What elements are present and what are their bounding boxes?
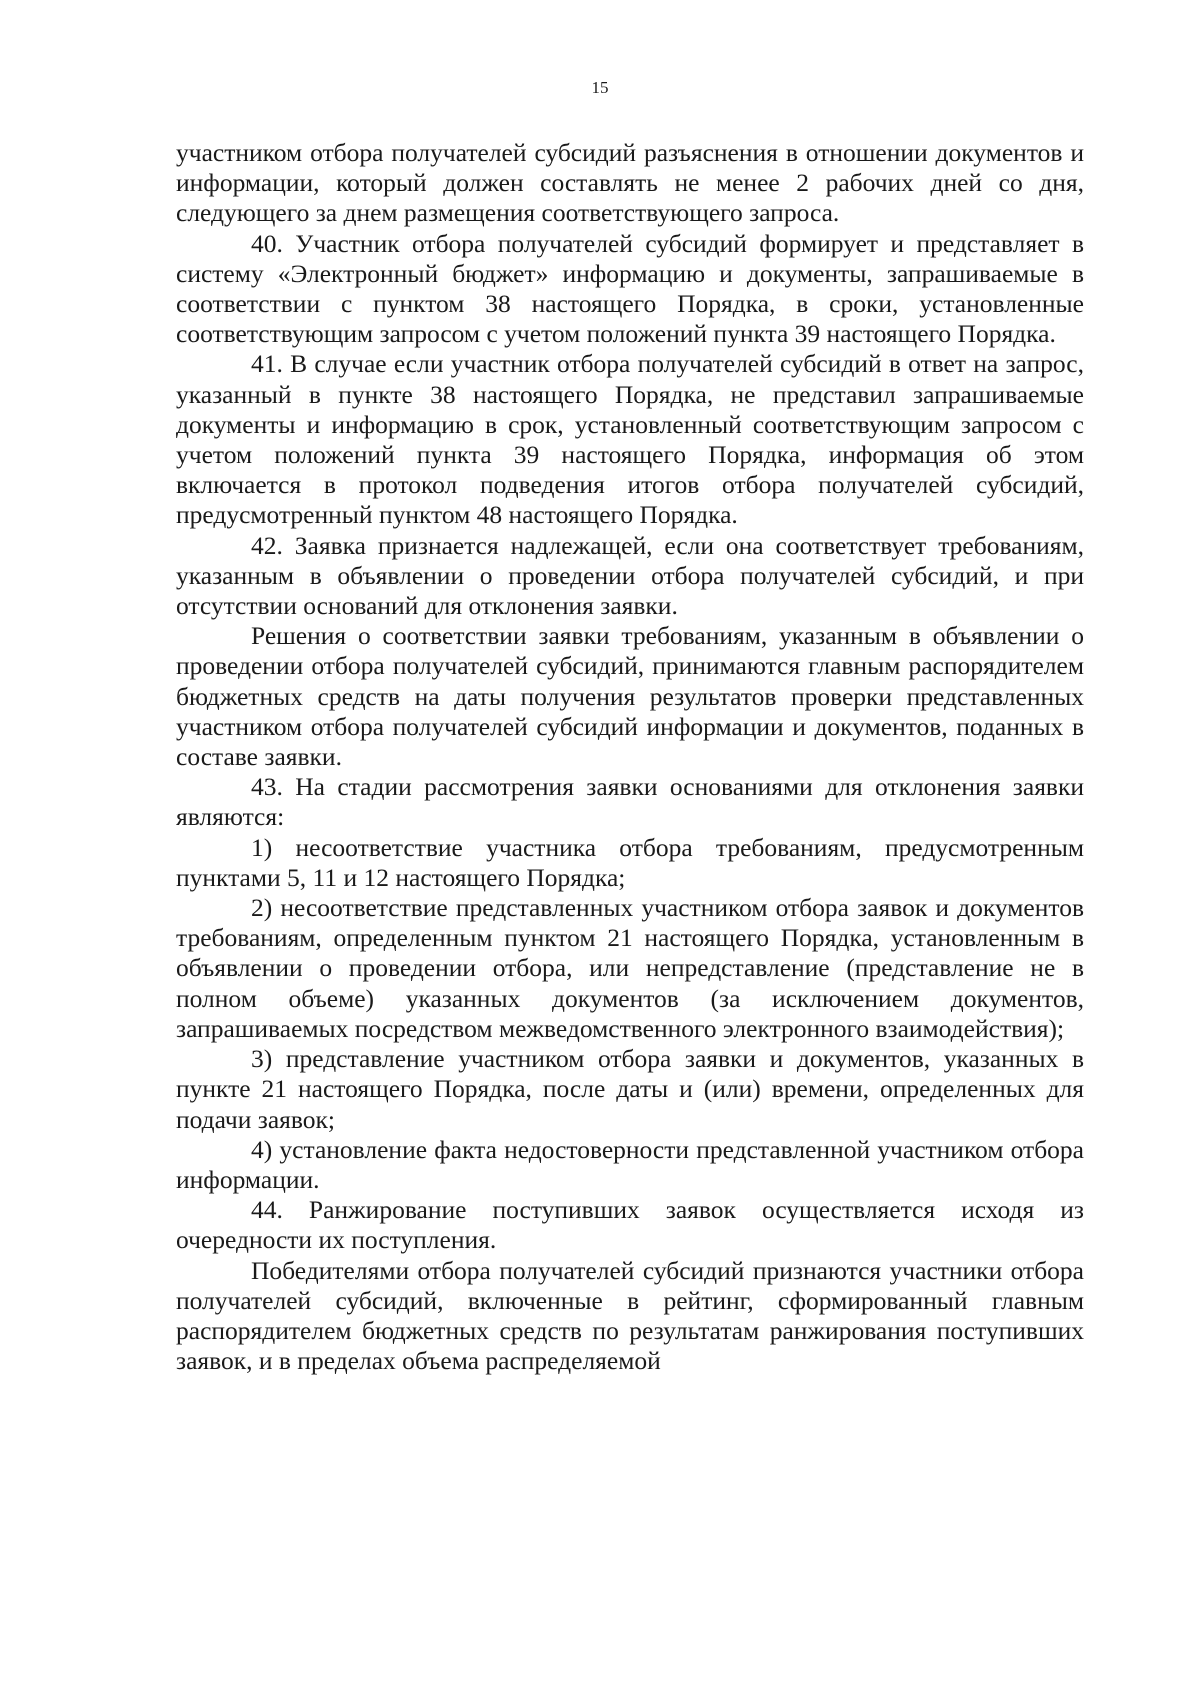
paragraph-item-44: 44. Ранжирование поступивших заявок осуществляется исходя из очередности их поступления. xyxy=(176,1195,1084,1255)
paragraph-item-42: 42. Заявка признается надлежащей, если она соответствует требованиям, указанным в объявлении о проведении отбора получателей субсидий, и при отсутствии оснований для отклонения заявки. xyxy=(176,530,1084,621)
list-item-4: 4) установление факта недостоверности представленной участником отбора информации. xyxy=(176,1134,1084,1194)
paragraph-continuation: участником отбора получателей субсидий разъяснения в отношении документов и информации, который должен составлять не менее 2 рабочих дней со дня, следующего за днем размещения соответствующего запроса. xyxy=(176,138,1084,228)
paragraph-item-41: 41. В случае если участник отбора получателей субсидий в ответ на запрос, указанный в пункте 38 настоящего Порядка, не представил запрашиваемые документы и информацию в срок, установленный соответствующим запросом с учетом положений пункта 39 настоящего Порядка, информация об этом включается в протокол подведения итогов отбора получателей субсидий, предусмотренный пунктом 48 настоящего Порядка. xyxy=(176,349,1084,530)
list-item-1: 1) несоответствие участника отбора требованиям, предусмотренным пунктами 5, 11 и 12 настоящего Порядка; xyxy=(176,832,1084,892)
paragraph-winners: Победителями отбора получателей субсидий признаются участники отбора получателей субсидий, включенные в рейтинг, сформированный главным распорядителем бюджетных средств по результатам ранжирования поступивших заявок, и в пределах объема распределяемой xyxy=(176,1255,1084,1376)
list-item-3: 3) представление участником отбора заявки и документов, указанных в пункте 21 настоящего Порядка, после даты и (или) времени, определенных для подачи заявок; xyxy=(176,1044,1084,1134)
page-number: 15 xyxy=(591,78,609,97)
paragraph-decisions: Решения о соответствии заявки требованиям, указанным в объявлении о проведении отбора получателей субсидий, принимаются главным распорядителем бюджетных средств на даты получения результатов проверки представленных участником отбора получателей субсидий информации и документов, поданных в составе заявки. xyxy=(176,621,1084,772)
paragraph-item-43: 43. На стадии рассмотрения заявки основаниями для отклонения заявки являются: xyxy=(176,772,1084,832)
document-body xyxy=(176,138,1084,1376)
paragraph-item-40: 40. Участник отбора получателей субсидий формирует и представляет в систему «Электронный бюджет» информацию и документы, запрашиваемые в соответствии с пунктом 38 настоящего Порядка, в сроки, установленные соответствующим запросом с учетом положений пункта 39 настоящего Порядка. xyxy=(176,228,1084,349)
list-item-2: 2) несоответствие представленных участником отбора заявок и документов требованиям, определенным пунктом 21 настоящего Порядка, установленным в объявлении о проведении отбора, или непредставление (представление не в полном объеме) указанных документов (за исключением документов, запрашиваемых посредством межведомственного электронного взаимодействия); xyxy=(176,893,1084,1043)
